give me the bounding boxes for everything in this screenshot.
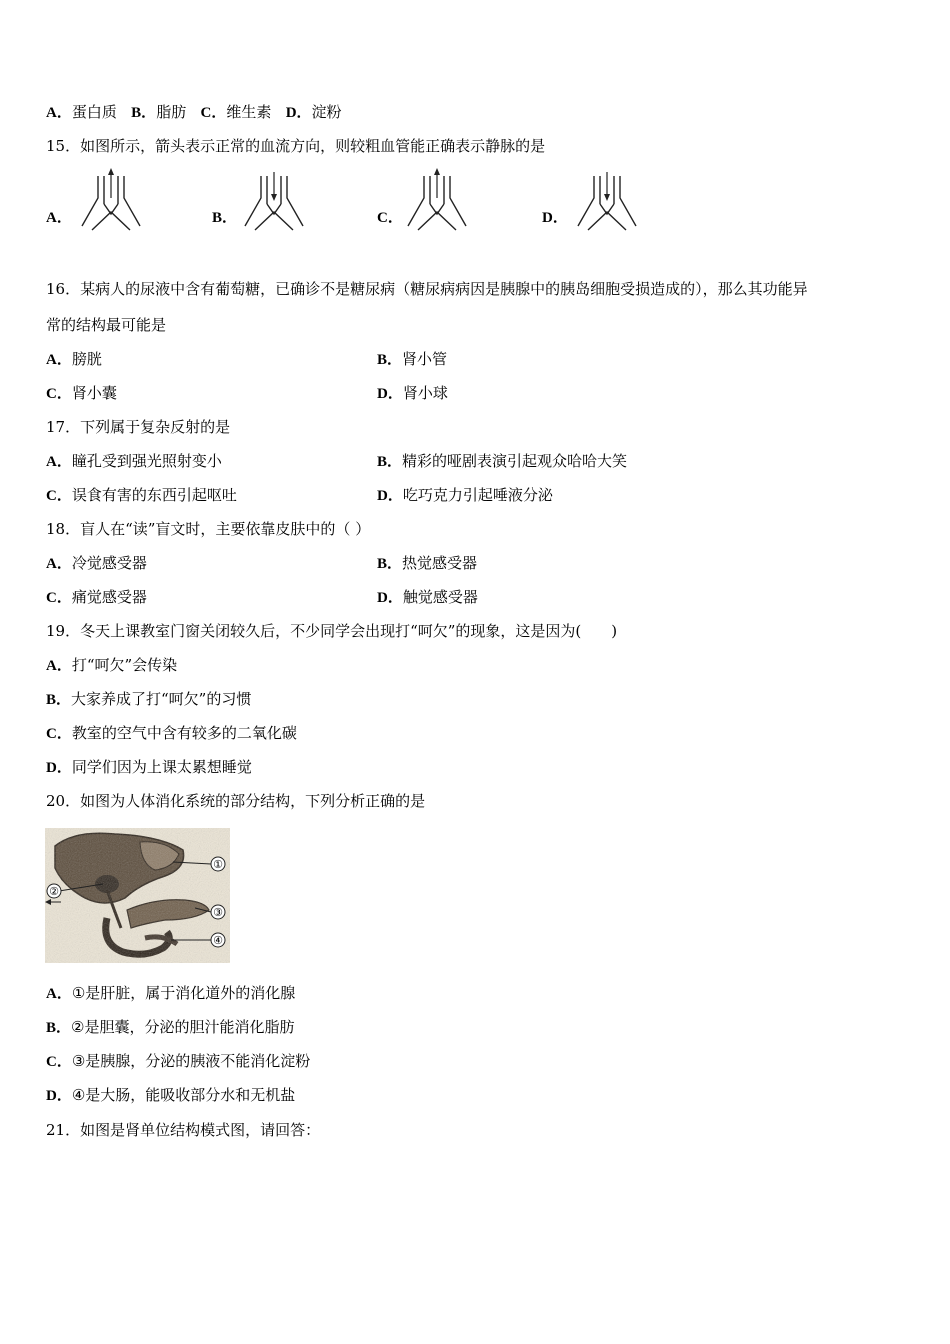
q19-option-a: A．打“呵欠”会传染 [46,656,178,674]
q15-vessel-d-diagram [576,168,638,244]
q20-stem: 20．如图为人体消化系统的部分结构，下列分析正确的是 [46,792,426,810]
figure-label-3: ③ [213,906,223,919]
q15-stem: 15．如图所示，箭头表示正常的血流方向，则较粗血管能正确表示静脉的是 [46,137,546,155]
q14-option-c-letter: C． [200,105,227,121]
q15-vessel-c-diagram [406,168,468,244]
q14-option-b-text: 脂肪 [156,103,187,121]
q17-option-c: C．误食有害的东西引起呕吐 [46,486,237,504]
q14-option-a-letter: A． [46,105,72,121]
q20-option-d: D．④是大肠，能吸收部分水和无机盐 [46,1086,296,1104]
q20-option-a: A．①是肝脏，属于消化道外的消化腺 [46,984,296,1002]
q14-options [46,102,342,123]
q15-option-c-letter: C． [377,210,403,226]
q14-option-c-text: 维生素 [226,103,272,121]
figure-label-2: ② [49,885,59,898]
q17-option-b: B．精彩的哑剧表演引起观众哈哈大笑 [377,452,628,470]
q17-stem: 17．下列属于复杂反射的是 [46,418,231,436]
q14-option-a-text: 蛋白质 [71,103,117,121]
q15-option-b-letter: B． [212,210,238,226]
digestive-system-figure [45,828,230,963]
q20-option-b: B．②是胆囊，分泌的胆汁能消化脂肪 [46,1018,295,1036]
q19-option-d: D．同学们因为上课太累想睡觉 [46,758,252,776]
q18-option-d: D．触觉感受器 [377,588,478,606]
q20-option-c: C．③是胰腺，分泌的胰液不能消化淀粉 [46,1052,311,1070]
q17-option-d: D．吃巧克力引起唾液分泌 [377,486,553,504]
q18-stem: 18．盲人在“读”盲文时，主要依靠皮肤中的（ ） [46,520,371,538]
q15-vessel-a-diagram [80,168,142,244]
q19-option-c: C．教室的空气中含有较多的二氧化碳 [46,724,297,742]
q19-option-b: B．大家养成了打“呵欠”的习惯 [46,690,252,708]
q16-stem-line-1: 16．某病人的尿液中含有葡萄糖，已确诊不是糖尿病（糖尿病病因是胰腺中的胰岛细胞受损造成的），那么其功能异 [46,280,808,298]
q18-option-b: B．热觉感受器 [377,554,478,572]
q16-option-b: B．肾小管 [377,350,448,368]
figure-label-4: ④ [213,934,223,947]
q16-option-c: C．肾小囊 [46,384,117,402]
q17-option-a: A．瞳孔受到强光照射变小 [46,452,222,470]
q18-option-c: C．痛觉感受器 [46,588,147,606]
q16-option-a: A．膀胱 [46,350,102,368]
q14-option-d-letter: D． [285,105,312,121]
q16-option-d: D．肾小球 [377,384,448,402]
q19-stem: 19．冬天上课教室门窗关闭较久后，不少同学会出现打“呵欠”的现象，这是因为( ) [46,622,618,640]
q16-stem-line-2: 常的结构最可能是 [46,316,167,334]
q15-option-a-letter: A． [46,210,72,226]
q14-option-b-letter: B． [131,105,157,121]
figure-label-1: ① [213,858,223,871]
q21-stem: 21．如图是肾单位结构模式图，请回答： [46,1121,321,1139]
q15-option-d-letter: D． [542,210,568,226]
q15-vessel-b-diagram [243,168,305,244]
q14-option-d-text: 淀粉 [311,103,342,121]
q18-option-a: A．冷觉感受器 [46,554,147,572]
